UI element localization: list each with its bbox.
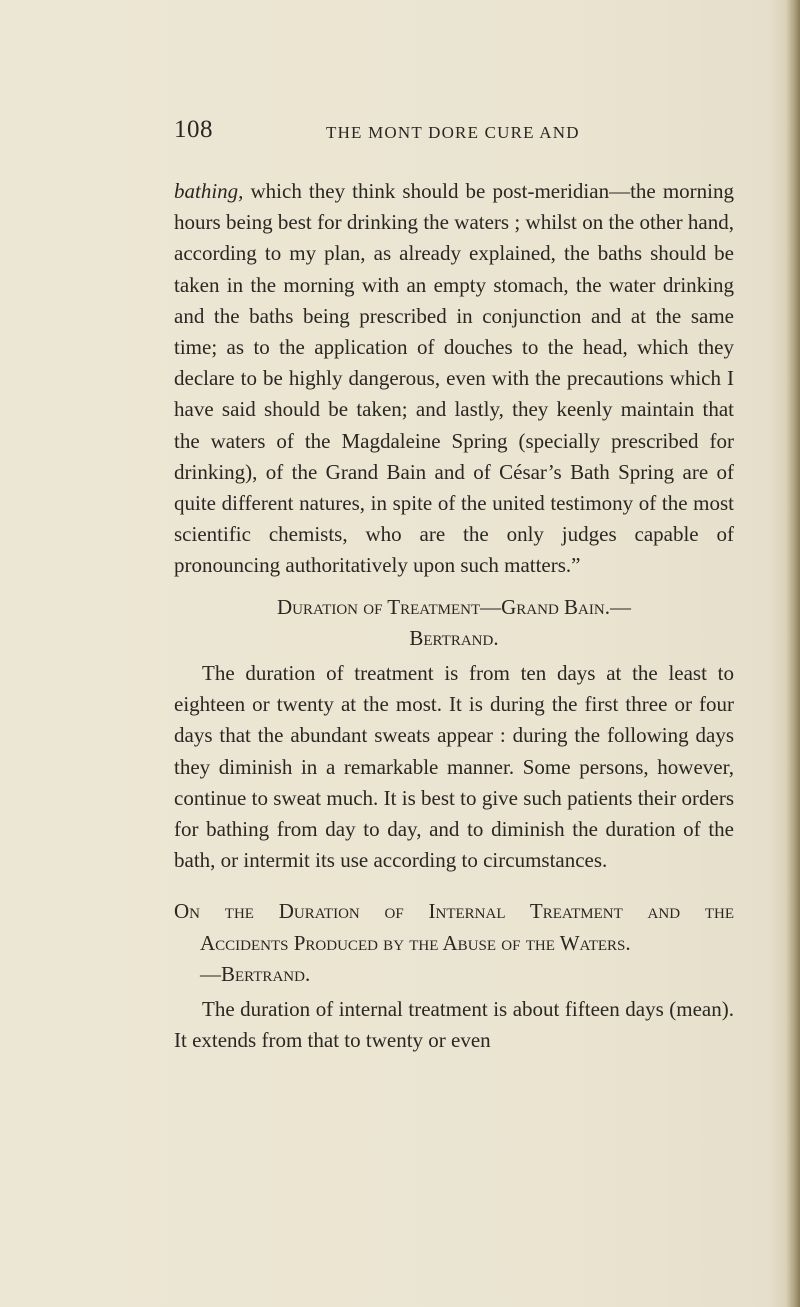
- page-edge-shadow: [786, 0, 800, 1307]
- heading-line: Duration of Treatment—Grand Bain.—: [277, 594, 631, 619]
- heading-line: Bertrand.: [409, 625, 499, 650]
- running-head: THE MONT DORE CURE AND: [326, 123, 580, 142]
- paragraph-duration-of-treatment: The duration of treatment is from ten days at the least to eighteen or twenty at the most. It is during the first three or four days that the abundant sweats appear : during the following days they diminish in a remarkable manner. Some persons, however, continue to sweat much. It is best to give such patients their orders for bathing from day to day, and to diminish the duration of the bath, or intermit its use according to circumstances.: [174, 661, 734, 873]
- heading-line: On the Duration of Internal Treatment and the: [174, 899, 734, 924]
- page-header: [174, 116, 734, 156]
- body-text: [174, 176, 734, 1056]
- paragraph-continuation: [174, 176, 734, 582]
- section-heading-duration-of-treatment: [174, 592, 734, 654]
- heading-line: —Bertrand.: [200, 961, 311, 986]
- heading-line: Accidents Produced by the Abuse of the Waters.: [200, 930, 631, 955]
- section-heading-internal-treatment: [174, 896, 734, 990]
- italic-lead-word: bathing,: [174, 179, 244, 203]
- page-number: 108: [174, 116, 213, 143]
- paragraph-text: which they think should be post-meridian—the morning hours being best for drinking the waters ; whilst on the other hand, according to my plan, as already explained, the baths should be taken in the morning with an empty stomach, the water drinking and the baths being prescribed in conjunction and at the same time; as to the application of douches to the head, which they declare to be highly dangerous, even with the precautions which I have said should be taken; and lastly, they keenly maintain that the waters of the Magdaleine Spring (specially prescribed for drinking), of the Grand Bain and of César’s Bath Spring are of quite different natures, in spite of the united testimony of the most scientific chemists, who are the only judges capable of pronouncing authoritatively upon such matters.”: [174, 179, 734, 578]
- paragraph-internal-treatment: The duration of internal treatment is about fifteen days (mean). It extends from that to twenty or even: [174, 997, 734, 1053]
